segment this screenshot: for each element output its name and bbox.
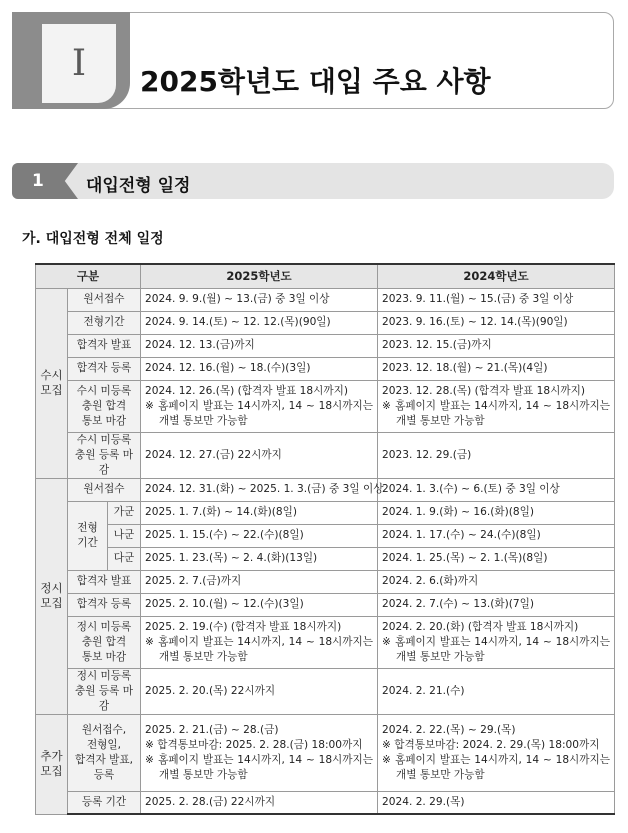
- row-label: 원서접수: [68, 478, 141, 501]
- period-label: 전형 기간: [68, 501, 108, 570]
- cell-note: ※ 합격통보마감: 2025. 2. 28.(금) 18:00까지: [145, 738, 363, 751]
- cell-2025: 2025. 1. 7.(화) ~ 14.(화)(8일): [141, 501, 378, 524]
- cell-2024: 2023. 12. 29.(금): [378, 432, 615, 478]
- cell-2025: 2024. 12. 31.(화) ~ 2025. 1. 3.(금) 중 3일 이상: [141, 478, 378, 501]
- cell-main-text: 2025. 2. 19.(수) (합격자 발표 18시까지): [145, 620, 342, 633]
- cell-2024: 2024. 2. 7.(수) ~ 13.(화)(7일): [378, 593, 615, 616]
- chapter-roman-numeral: I: [71, 43, 87, 84]
- cell-note: ※ 홈페이지 발표는 14시까지, 14 ~ 18시까지는 개별 통보만 가능함: [382, 635, 610, 663]
- cell-2025: 2025. 2. 7.(금)까지: [141, 570, 378, 593]
- cell-note: ※ 홈페이지 발표는 14시까지, 14 ~ 18시까지는 개별 통보만 가능함: [145, 635, 373, 663]
- period-group: 나군: [108, 524, 141, 547]
- table-row: [36, 288, 615, 311]
- row-label: 원서접수, 전형일, 합격자 발표, 등록: [68, 714, 141, 791]
- table-row: [36, 593, 615, 616]
- table-row: [36, 570, 615, 593]
- row-label: 수시 미등록 충원 등록 마감: [68, 432, 141, 478]
- cell-2024: 2023. 9. 16.(토) ~ 12. 14.(목)(90일): [378, 311, 615, 334]
- cell-2024: 2024. 2. 6.(화)까지: [378, 570, 615, 593]
- group-susi: 수시 모집: [36, 288, 68, 478]
- cell-2025: 2024. 12. 27.(금) 22시까지: [141, 432, 378, 478]
- row-label: 정시 미등록 충원 등록 마감: [68, 668, 141, 714]
- period-group: 가군: [108, 501, 141, 524]
- schedule-table: [35, 263, 615, 815]
- section-number: 1: [32, 171, 44, 191]
- cell-2024: 2024. 1. 17.(수) ~ 24.(수)(8일): [378, 524, 615, 547]
- cell-2025: 2025. 2. 10.(월) ~ 12.(수)(3일): [141, 593, 378, 616]
- row-label: 등록 기간: [68, 791, 141, 814]
- table-row: [36, 714, 615, 791]
- cell-2024: 2024. 1. 3.(수) ~ 6.(토) 중 3일 이상: [378, 478, 615, 501]
- cell-2024: 2023. 12. 18.(월) ~ 21.(목)(4일): [378, 357, 615, 380]
- cell-note: ※ 합격통보마감: 2024. 2. 29.(목) 18:00까지: [382, 738, 600, 751]
- cell-2024: 2024. 2. 21.(수): [378, 668, 615, 714]
- table-row: [36, 380, 615, 432]
- cell-main-text: 2024. 2. 22.(목) ~ 29.(목): [382, 723, 516, 736]
- cell-2025: 2024. 9. 9.(월) ~ 13.(금) 중 3일 이상: [141, 288, 378, 311]
- cell-main-text: 2025. 2. 21.(금) ~ 28.(금): [145, 723, 279, 736]
- cell-2025: 2025. 1. 15.(수) ~ 22.(수)(8일): [141, 524, 378, 547]
- period-group: 다군: [108, 547, 141, 570]
- table-row: [36, 432, 615, 478]
- table-row: [36, 616, 615, 668]
- group-jeongsi: 정시 모집: [36, 478, 68, 714]
- header-2024: 2024학년도: [378, 264, 615, 288]
- cell-2024: [378, 616, 615, 668]
- chapter-tab-inner: [42, 24, 116, 103]
- cell-2024: 2023. 9. 11.(월) ~ 15.(금) 중 3일 이상: [378, 288, 615, 311]
- cell-2025: 2025. 2. 20.(목) 22시까지: [141, 668, 378, 714]
- cell-2025: [141, 616, 378, 668]
- row-label: 합격자 발표: [68, 570, 141, 593]
- cell-2024: 2024. 2. 29.(목): [378, 791, 615, 814]
- cell-note: ※ 홈페이지 발표는 14시까지, 14 ~ 18시까지는 개별 통보만 가능함: [382, 753, 610, 781]
- row-label: 합격자 발표: [68, 334, 141, 357]
- cell-2024: 2024. 1. 25.(목) ~ 2. 1.(목)(8일): [378, 547, 615, 570]
- table-row: [36, 547, 615, 570]
- table-row: [36, 501, 615, 524]
- table-row: [36, 791, 615, 814]
- subsection-title: 가. 대입전형 전체 일정: [22, 231, 164, 247]
- page-title: 2025학년도 대입 주요 사항: [140, 65, 491, 98]
- header-category: 구분: [36, 264, 141, 288]
- row-label: 전형기간: [68, 311, 141, 334]
- section-title: 대입전형 일정: [86, 176, 191, 196]
- cell-main-text: 2023. 12. 28.(목) (합격자 발표 18시까지): [382, 384, 585, 397]
- cell-2025: 2024. 12. 16.(월) ~ 18.(수)(3일): [141, 357, 378, 380]
- cell-2025: 2025. 2. 28.(금) 22시까지: [141, 791, 378, 814]
- cell-2025: 2024. 12. 13.(금)까지: [141, 334, 378, 357]
- table-row: [36, 478, 615, 501]
- cell-2024: 2023. 12. 15.(금)까지: [378, 334, 615, 357]
- row-label: 합격자 등록: [68, 593, 141, 616]
- chapter-tab: [12, 12, 130, 109]
- cell-2025: [141, 714, 378, 791]
- cell-2025: 2024. 9. 14.(토) ~ 12. 12.(목)(90일): [141, 311, 378, 334]
- row-label: 정시 미등록 충원 합격 통보 마감: [68, 616, 141, 668]
- cell-note: ※ 홈페이지 발표는 14시까지, 14 ~ 18시까지는 개별 통보만 가능함: [145, 399, 373, 427]
- row-label: 합격자 등록: [68, 357, 141, 380]
- cell-2024: [378, 380, 615, 432]
- table-row: [36, 334, 615, 357]
- cell-main-text: 2024. 12. 26.(목) (합격자 발표 18시까지): [145, 384, 348, 397]
- cell-note: ※ 홈페이지 발표는 14시까지, 14 ~ 18시까지는 개별 통보만 가능함: [382, 399, 610, 427]
- group-chuga: 추가 모집: [36, 714, 68, 814]
- table-row: [36, 311, 615, 334]
- cell-2025: 2025. 1. 23.(목) ~ 2. 4.(화)(13일): [141, 547, 378, 570]
- table-row: [36, 357, 615, 380]
- cell-note: ※ 홈페이지 발표는 14시까지, 14 ~ 18시까지는 개별 통보만 가능함: [145, 753, 373, 781]
- cell-2024: 2024. 1. 9.(화) ~ 16.(화)(8일): [378, 501, 615, 524]
- header-2025: 2025학년도: [141, 264, 378, 288]
- cell-2024: [378, 714, 615, 791]
- cell-2025: [141, 380, 378, 432]
- cell-main-text: 2024. 2. 20.(화) (합격자 발표 18시까지): [382, 620, 579, 633]
- row-label: 원서접수: [68, 288, 141, 311]
- table-header-row: [36, 264, 615, 288]
- row-label: 수시 미등록 충원 합격 통보 마감: [68, 380, 141, 432]
- table-row: [36, 524, 615, 547]
- table-row: [36, 668, 615, 714]
